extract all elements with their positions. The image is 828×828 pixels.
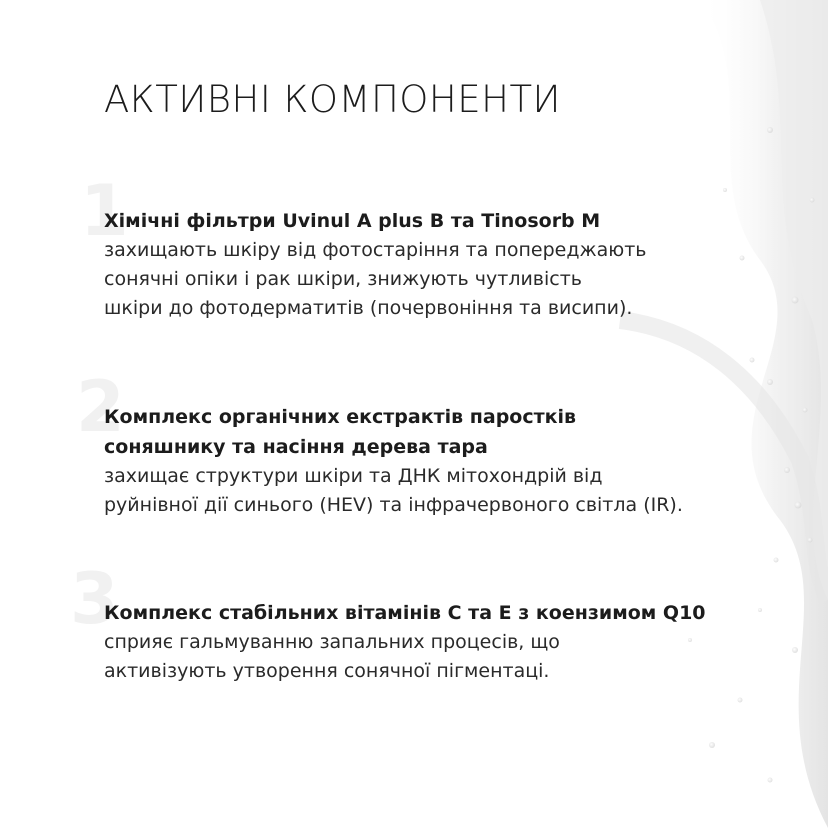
component-description: сприяє гальмуванню запальних процесів, що активізують утворення сонячної пігментаці. [104, 631, 560, 682]
item-number-1: 1 [80, 170, 129, 252]
component-item-2 [104, 402, 744, 520]
component-description: захищають шкіру від фотостаріння та попереджають сонячні опіки і рак шкіри, знижують чутливість шкіри до фотодерматитів (почервоніння та висипи). [104, 239, 647, 319]
component-title: Комплекс стабільних вітамінів C та E з коензимом Q10 [104, 602, 706, 624]
component-title: Хімічні фільтри Uvinul A plus B та Tinosorb M [104, 210, 601, 232]
component-title: Комплекс органічних екстрактів паростків соняшнику та насіння дерева тара [104, 406, 577, 458]
component-item-3 [104, 598, 744, 686]
component-item-1 [104, 206, 744, 323]
component-description: захищає структури шкіри та ДНК мітохондрій від руйнівної дії синього (HEV) та інфрачервоного світла (IR). [104, 465, 683, 516]
item-number-2: 2 [76, 366, 125, 448]
page-title: АКТИВНІ КОМПОНЕНТИ [104, 78, 561, 121]
item-number-3: 3 [70, 558, 119, 640]
